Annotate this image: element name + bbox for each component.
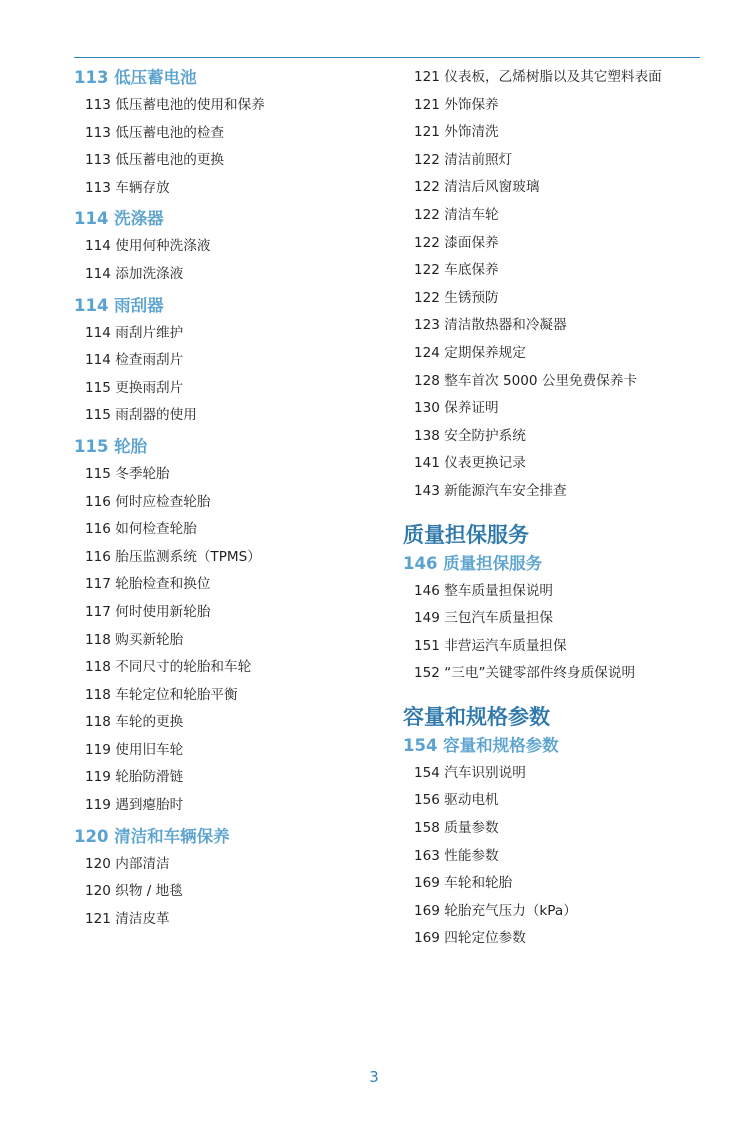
toc-entry[interactable]: 154 汽车识别说明 [414, 764, 526, 781]
toc-section [74, 205, 394, 288]
toc-entry[interactable]: 118 车轮的更换 [85, 714, 184, 731]
toc-entry[interactable]: 115 更换雨刮片 [85, 379, 184, 396]
toc-section [74, 64, 394, 202]
toc-entry[interactable]: 169 车轮和轮胎 [414, 875, 513, 892]
toc-entry[interactable]: 118 购买新轮胎 [85, 631, 184, 648]
toc-entry[interactable]: 151 非营运汽车质量担保 [414, 637, 567, 654]
toc-entry[interactable]: 116 胎压监测系统（TPMS） [85, 548, 261, 565]
toc-entry[interactable]: 120 织物 / 地毯 [85, 883, 183, 900]
toc-entry[interactable]: 138 安全防护系统 [414, 427, 526, 444]
chapter-title: 容量和规格参数 [403, 704, 550, 729]
section-heading[interactable]: 120 清洁和车辆保养 [74, 826, 230, 846]
section-heading[interactable]: 115 轮胎 [74, 436, 148, 456]
toc-entry[interactable]: 121 仪表板，乙烯树脂以及其它塑料表面 [414, 69, 662, 85]
toc-entry[interactable]: 119 遇到瘪胎时 [85, 797, 184, 814]
entry-list [74, 320, 394, 430]
entry-list [74, 461, 394, 820]
toc-entry[interactable]: 119 轮胎防滑链 [85, 769, 184, 786]
toc-entry[interactable]: 121 外饰保养 [414, 96, 499, 113]
toc-entry[interactable]: 149 三包汽车质量担保 [414, 610, 554, 627]
section-heading[interactable]: 113 低压蓄电池 [74, 68, 197, 87]
entry-list [74, 851, 394, 934]
toc-entry[interactable]: 113 车辆存放 [85, 179, 170, 196]
toc-entry[interactable]: 158 质量参数 [414, 820, 499, 837]
toc-entry[interactable]: 117 何时使用新轮胎 [85, 603, 211, 620]
toc-entry[interactable]: 115 雨刮器的使用 [85, 407, 197, 424]
section-heading[interactable]: 114 洗涤器 [74, 209, 164, 229]
toc-entry[interactable]: 122 漆面保养 [414, 234, 499, 251]
toc-entry[interactable]: 114 使用何种洗涤液 [85, 238, 211, 255]
toc-left-column [74, 64, 394, 933]
toc-entry[interactable]: 114 检查雨刮片 [85, 352, 184, 369]
toc-entry[interactable]: 116 何时应检查轮胎 [85, 493, 211, 510]
toc-section [403, 550, 713, 688]
page-number: 3 [369, 1068, 379, 1086]
toc-entry[interactable]: 118 车轮定位和轮胎平衡 [85, 686, 238, 703]
toc-entry[interactable]: 124 定期保养规定 [414, 344, 526, 361]
toc-right-column [403, 64, 713, 953]
toc-entry[interactable]: 123 清洁散热器和冷凝器 [414, 317, 567, 334]
toc-entry[interactable]: 122 清洁后风窗玻璃 [414, 179, 540, 196]
toc-entry[interactable]: 122 生锈预防 [414, 289, 499, 306]
toc-entry[interactable]: 121 外饰清洗 [414, 124, 499, 141]
toc-entry[interactable]: 146 整车质量担保说明 [414, 582, 554, 599]
toc-entry[interactable]: 119 使用旧车轮 [85, 741, 184, 758]
toc-entry[interactable]: 121 清洁皮革 [85, 910, 170, 927]
toc-entry[interactable]: 117 轮胎检查和换位 [85, 576, 211, 593]
toc-entry[interactable]: 116 如何检查轮胎 [85, 521, 197, 538]
toc-entry[interactable]: 115 冬季轮胎 [85, 465, 170, 482]
toc-entry[interactable]: 169 四轮定位参数 [414, 930, 526, 947]
toc-entry[interactable]: 113 低压蓄电池的更换 [85, 152, 225, 169]
toc-entry[interactable]: 130 保养证明 [414, 400, 499, 417]
toc-section [74, 292, 394, 430]
toc-entry[interactable]: 113 低压蓄电池的检查 [85, 124, 225, 141]
toc-entry[interactable]: 152 “三电”关键零部件终身质保说明 [414, 665, 636, 682]
chapter-title: 质量担保服务 [403, 522, 529, 547]
toc-entry[interactable]: 169 轮胎充气压力（kPa） [414, 902, 577, 919]
entry-list [74, 92, 394, 202]
section-heading[interactable]: 114 雨刮器 [74, 295, 164, 315]
toc-entry[interactable]: 113 低压蓄电池的使用和保养 [85, 97, 265, 113]
toc-entry[interactable]: 118 不同尺寸的轮胎和车轮 [85, 659, 252, 676]
toc-entry[interactable]: 114 添加洗涤液 [85, 265, 184, 282]
toc-entry[interactable]: 163 性能参数 [414, 847, 499, 864]
toc-section [403, 732, 713, 953]
toc-entry[interactable]: 128 整车首次 5000 公里免费保养卡 [414, 372, 638, 389]
top-rule [74, 57, 700, 58]
continued-entry-list [403, 64, 713, 506]
toc-section [74, 433, 394, 820]
section-heading[interactable]: 146 质量担保服务 [403, 553, 543, 573]
toc-entry[interactable]: 122 清洁前照灯 [414, 151, 513, 168]
toc-entry[interactable]: 114 雨刮片维护 [85, 324, 184, 341]
toc-entry[interactable]: 122 车底保养 [414, 262, 499, 279]
toc-section [74, 823, 394, 934]
toc-entry[interactable]: 141 仪表更换记录 [414, 455, 526, 472]
entry-list [403, 578, 713, 688]
entry-list [74, 233, 394, 288]
toc-entry[interactable]: 120 内部清洁 [85, 855, 170, 872]
section-heading[interactable]: 154 容量和规格参数 [403, 735, 559, 755]
toc-entry[interactable]: 156 驱动电机 [414, 792, 499, 809]
toc-entry[interactable]: 122 清洁车轮 [414, 206, 499, 223]
entry-list [403, 760, 713, 953]
toc-entry[interactable]: 143 新能源汽车安全排查 [414, 482, 567, 499]
